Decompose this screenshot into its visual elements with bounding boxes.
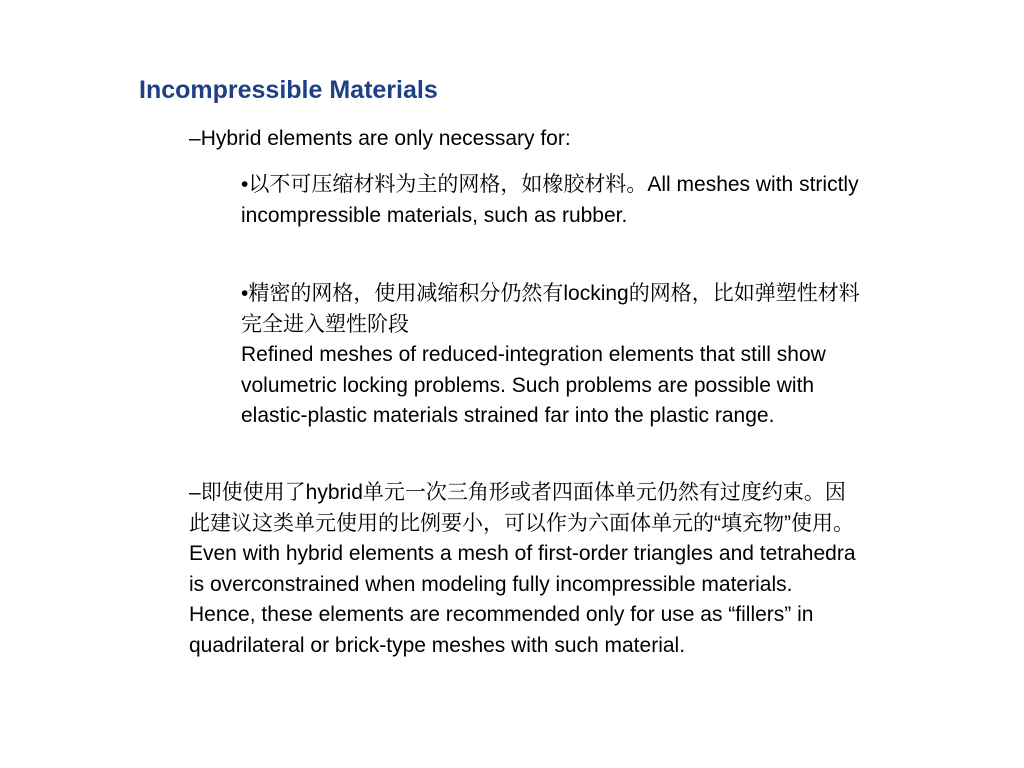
- dash-marker: –: [189, 127, 201, 150]
- sub-bullet-refined-meshes: [241, 279, 861, 432]
- bullet-marker: •: [241, 173, 249, 196]
- sub-bullet-text: 以不可压缩材料为主的网格，如橡胶材料。All meshes with strictly incompressible materials, such as rubber.: [241, 173, 859, 227]
- slide-title: Incompressible Materials: [139, 76, 438, 104]
- bullet-marker: •: [241, 282, 249, 305]
- point-first-order-elements: [189, 478, 864, 661]
- sub-bullet-text-english: Refined meshes of reduced-integration elements that still show volumetric locking problems. Such problems are possible with elastic-plastic materials strained far into the plastic range.: [241, 343, 826, 427]
- sub-bullet-incompressible-meshes: [241, 170, 861, 231]
- point-text: Hybrid elements are only necessary for:: [200, 127, 571, 150]
- dash-marker: –: [189, 481, 201, 504]
- sub-bullet-text-chinese: 精密的网格，使用减缩积分仍然有locking的网格，比如弹塑性材料完全进入塑性阶段: [241, 282, 860, 336]
- point-text: 即使使用了hybrid单元一次三角形或者四面体单元仍然有过度约束。因此建议这类单元使用的比例要小，可以作为六面体单元的“填充物”使用。Even with hybrid elements a mesh of first-order triangles and tetrahedra is overconstrained when modeling fully incompressible materials. Hence, these elements are recommended only for use as “fillers” in quadrilateral or brick-type meshes with such material.: [189, 481, 856, 657]
- point-hybrid-necessity: [189, 124, 864, 155]
